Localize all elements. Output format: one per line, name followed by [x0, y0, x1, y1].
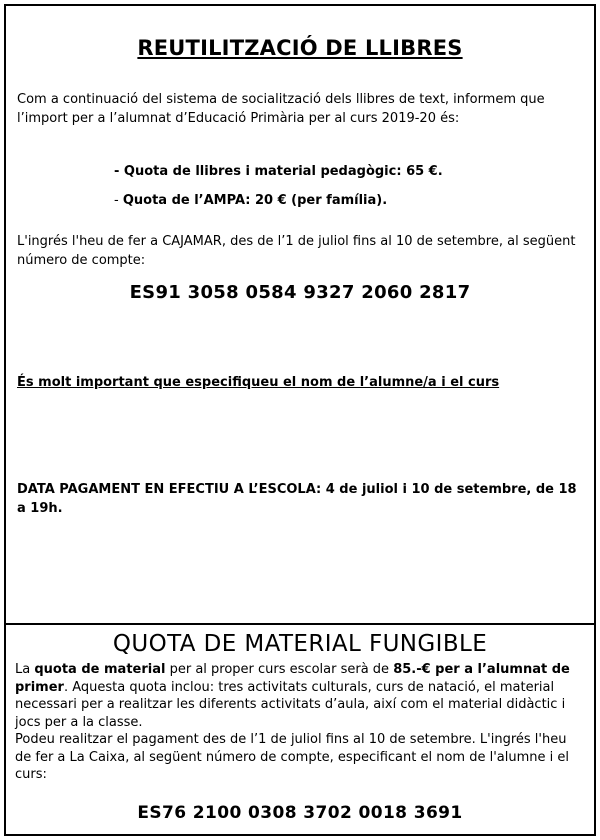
- caixa-account-number: ES76 2100 0308 3702 0018 3691: [137, 803, 463, 823]
- book-reuse-section: [4, 4, 596, 625]
- payment-info-paragraph: L'ingrés l'heu de fer a CAJAMAR, des de l’1 de juliol fins al 10 de setembre, al següent número de compte:: [17, 234, 576, 268]
- quota-text-b: quota de material: [34, 662, 166, 677]
- consumables-paragraph: [15, 661, 585, 784]
- quota-text-c: per al proper curs escolar serà de: [165, 662, 394, 677]
- ampa-fee-text: Quota de l’AMPA: 20 € (per família).: [122, 193, 388, 208]
- quota-text-a: La: [15, 662, 35, 677]
- consumables-section: [4, 623, 596, 836]
- books-fee-item: - Quota de llibres i material pedagògic: 65 €.: [114, 164, 443, 179]
- cash-payment-dates: DATA PAGAMENT EN EFECTIU A L’ESCOLA: 4 de juliol i 10 de setembre, de 18 a 19h.: [17, 482, 577, 516]
- quota-text-e: . Aquesta quota inclou: tres activitats culturals, curs de natació, el material necessari per a realitzar les diferents activitats d’aula, així com el material didàctic i jocs per a la classe.: [15, 679, 566, 730]
- important-note: És molt important que especifiqueu el nom de l’alumne/a i el curs: [17, 375, 500, 390]
- quota-amount: 85.-€ per a l’alumnat de primer: [15, 662, 570, 695]
- caixa-payment-info: Podeu realitzar el pagament des de l’1 de juliol fins al 10 de setembre. L'ingrés l'heu de fer a La Caixa, al següent número de compte, especificant el nom de l'alumne i el curs:: [15, 732, 569, 782]
- consumables-title: QUOTA DE MATERIAL FUNGIBLE: [112, 631, 488, 657]
- cajamar-account-number: ES91 3058 0584 9327 2060 2817: [129, 282, 471, 303]
- ampa-fee-dash: -: [114, 193, 123, 208]
- book-reuse-title: REUTILITZACIÓ DE LLIBRES: [137, 36, 463, 60]
- intro-paragraph: Com a continuació del sistema de socialització dels llibres de text, informem que l’import per a l’alumnat d’Educació Primària per al curs 2019-20 és:: [17, 92, 545, 126]
- ampa-fee-item: [114, 193, 387, 208]
